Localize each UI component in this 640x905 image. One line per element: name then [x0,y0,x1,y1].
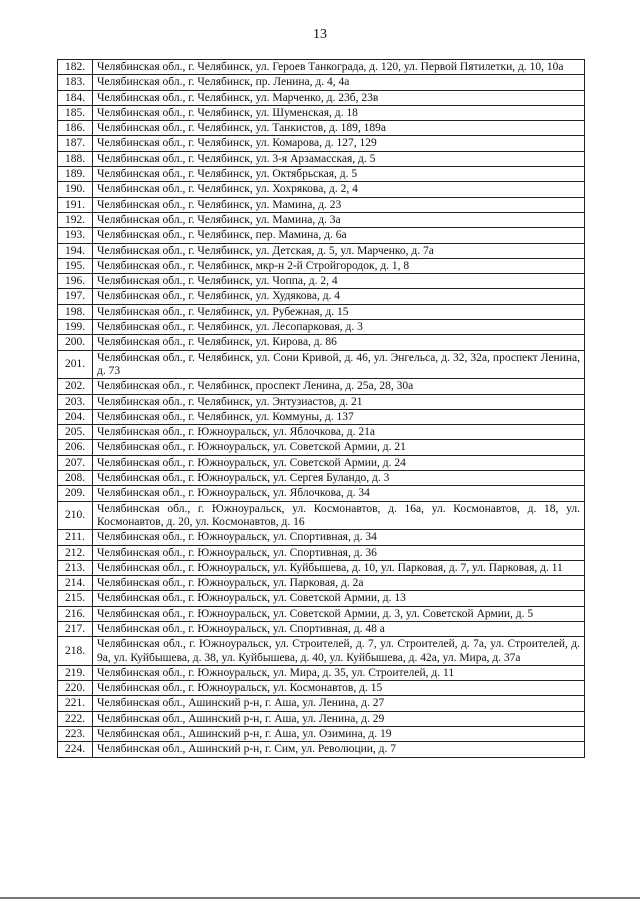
row-number: 222. [58,711,93,726]
row-number: 220. [58,681,93,696]
row-number: 187. [58,136,93,151]
row-address: Челябинская обл., г. Челябинск, проспект Ленина, д. 25а, 28, 30а [93,379,585,394]
table-row [58,75,585,90]
table-row [58,530,585,545]
table-row [58,121,585,136]
table-row [58,560,585,575]
row-address: Челябинская обл., Ашинский р-н, г. Аша, ул. Ленина, д. 27 [93,696,585,711]
row-number: 223. [58,727,93,742]
row-address: Челябинская обл., г. Челябинск, ул. Марченко, д. 23б, 23в [93,90,585,105]
row-number: 216. [58,606,93,621]
table-row [58,350,585,379]
row-address: Челябинская обл., г. Челябинск, ул. Коммуны, д. 137 [93,409,585,424]
row-address: Челябинская обл., Ашинский р-н, г. Сим, ул. Революции, д. 7 [93,742,585,757]
row-number: 210. [58,501,93,530]
table-row [58,486,585,501]
table-row [58,151,585,166]
row-address: Челябинская обл., г. Южноуральск, ул. Сергея Буландо, д. 3 [93,471,585,486]
row-address: Челябинская обл., г. Челябинск, ул. Детская, д. 5, ул. Марченко, д. 7а [93,243,585,258]
row-number: 194. [58,243,93,258]
row-number: 195. [58,258,93,273]
row-number: 200. [58,335,93,350]
row-number: 202. [58,379,93,394]
row-address: Челябинская обл., г. Южноуральск, ул. Строителей, д. 7, ул. Строителей, д. 7а, ул. Строителей, д. 9а, ул. Куйбышева, д. 38, ул. Куйбышева, д. 40, ул. Куйбышева, д. 42а, ул. Мира, д. 37а [93,637,585,666]
row-number: 209. [58,486,93,501]
table-row [58,379,585,394]
row-address: Челябинская обл., г. Южноуральск, ул. Советской Армии, д. 21 [93,440,585,455]
row-address: Челябинская обл., г. Челябинск, ул. Октябрьская, д. 5 [93,167,585,182]
row-address: Челябинская обл., г. Южноуральск, ул. Яблочкова, д. 34 [93,486,585,501]
row-number: 207. [58,455,93,470]
table-row [58,591,585,606]
row-number: 213. [58,560,93,575]
row-number: 188. [58,151,93,166]
row-number: 201. [58,350,93,379]
address-table [57,59,585,758]
table-row [58,136,585,151]
row-number: 204. [58,409,93,424]
table-row [58,182,585,197]
row-number: 205. [58,425,93,440]
row-address: Челябинская обл., г. Южноуральск, ул. Космонавтов, д. 16а, ул. Космонавтов, д. 18, ул. Космонавтов, д. 20, ул. Космонавтов, д. 16 [93,501,585,530]
table-row [58,637,585,666]
row-number: 189. [58,167,93,182]
row-address: Челябинская обл., Ашинский р-н, г. Аша, ул. Озимина, д. 19 [93,727,585,742]
row-number: 219. [58,665,93,680]
row-address: Челябинская обл., г. Челябинск, ул. Сони Кривой, д. 46, ул. Энгельса, д. 32, 32а, проспект Ленина, д. 73 [93,350,585,379]
row-address: Челябинская обл., г. Челябинск, ул. Комарова, д. 127, 129 [93,136,585,151]
row-address: Челябинская обл., Ашинский р-н, г. Аша, ул. Ленина, д. 29 [93,711,585,726]
table-row [58,274,585,289]
row-address: Челябинская обл., г. Челябинск, ул. Героев Танкограда, д. 120, ул. Первой Пятилетки, д. 10, 10а [93,60,585,75]
table-row [58,545,585,560]
table-row [58,167,585,182]
row-address: Челябинская обл., г. Челябинск, ул. Рубежная, д. 15 [93,304,585,319]
row-number: 190. [58,182,93,197]
row-number: 184. [58,90,93,105]
table-row [58,212,585,227]
table-row [58,197,585,212]
row-address: Челябинская обл., г. Челябинск, ул. Кирова, д. 86 [93,335,585,350]
row-address: Челябинская обл., г. Южноуральск, ул. Спортивная, д. 34 [93,530,585,545]
row-number: 214. [58,576,93,591]
row-number: 221. [58,696,93,711]
row-number: 197. [58,289,93,304]
row-address: Челябинская обл., г. Челябинск, ул. Мамина, д. 3а [93,212,585,227]
row-number: 182. [58,60,93,75]
row-number: 208. [58,471,93,486]
table-row [58,394,585,409]
table-row [58,621,585,636]
row-number: 203. [58,394,93,409]
row-address: Челябинская обл., г. Челябинск, ул. Танкистов, д. 189, 189а [93,121,585,136]
row-address: Челябинская обл., г. Южноуральск, ул. Советской Армии, д. 3, ул. Советской Армии, д. 5 [93,606,585,621]
table-row [58,258,585,273]
table-row [58,501,585,530]
row-address: Челябинская обл., г. Южноуральск, ул. Парковая, д. 2а [93,576,585,591]
row-number: 218. [58,637,93,666]
row-address: Челябинская обл., г. Челябинск, ул. Мамина, д. 23 [93,197,585,212]
row-address: Челябинская обл., г. Южноуральск, ул. Мира, д. 35, ул. Строителей, д. 11 [93,665,585,680]
row-number: 224. [58,742,93,757]
row-number: 212. [58,545,93,560]
table-row [58,425,585,440]
row-number: 217. [58,621,93,636]
row-address: Челябинская обл., г. Челябинск, ул. Худякова, д. 4 [93,289,585,304]
row-address: Челябинская обл., г. Челябинск, ул. Чоппа, д. 2, 4 [93,274,585,289]
table-row [58,471,585,486]
table-row [58,105,585,120]
table-row [58,742,585,757]
row-address: Челябинская обл., г. Челябинск, ул. Хохрякова, д. 2, 4 [93,182,585,197]
table-row [58,681,585,696]
row-address: Челябинская обл., г. Южноуральск, ул. Куйбышева, д. 10, ул. Парковая, д. 7, ул. Парковая, д. 11 [93,560,585,575]
table-row [58,60,585,75]
row-address: Челябинская обл., г. Южноуральск, ул. Спортивная, д. 48 а [93,621,585,636]
row-number: 183. [58,75,93,90]
row-address: Челябинская обл., г. Челябинск, ул. Лесопарковая, д. 3 [93,320,585,335]
table-row [58,243,585,258]
row-address: Челябинская обл., г. Челябинск, ул. 3-я Арзамасская, д. 5 [93,151,585,166]
row-address: Челябинская обл., г. Южноуральск, ул. Советской Армии, д. 24 [93,455,585,470]
table-row [58,711,585,726]
table-row [58,228,585,243]
row-address: Челябинская обл., г. Челябинск, ул. Шуменская, д. 18 [93,105,585,120]
table-row [58,304,585,319]
row-number: 199. [58,320,93,335]
table-row [58,727,585,742]
row-address: Челябинская обл., г. Челябинск, пр. Ленина, д. 4, 4а [93,75,585,90]
row-number: 206. [58,440,93,455]
table-row [58,455,585,470]
row-number: 186. [58,121,93,136]
address-table-body [58,60,585,758]
row-number: 193. [58,228,93,243]
row-number: 192. [58,212,93,227]
row-number: 198. [58,304,93,319]
table-row [58,576,585,591]
table-row [58,409,585,424]
row-address: Челябинская обл., г. Южноуральск, ул. Яблочкова, д. 21а [93,425,585,440]
page-number: 13 [313,27,327,42]
row-address: Челябинская обл., г. Челябинск, ул. Энтузиастов, д. 21 [93,394,585,409]
table-row [58,90,585,105]
table-row [58,696,585,711]
bottom-rule [0,897,640,899]
row-number: 211. [58,530,93,545]
row-number: 191. [58,197,93,212]
row-address: Челябинская обл., г. Южноуральск, ул. Космонавтов, д. 15 [93,681,585,696]
row-address: Челябинская обл., г. Челябинск, мкр-н 2-й Стройгородок, д. 1, 8 [93,258,585,273]
row-address: Челябинская обл., г. Южноуральск, ул. Советской Армии, д. 13 [93,591,585,606]
row-number: 185. [58,105,93,120]
table-row [58,289,585,304]
table-row [58,335,585,350]
row-address: Челябинская обл., г. Южноуральск, ул. Спортивная, д. 36 [93,545,585,560]
table-row [58,320,585,335]
table-row [58,665,585,680]
table-row [58,440,585,455]
row-number: 215. [58,591,93,606]
table-row [58,606,585,621]
row-address: Челябинская обл., г. Челябинск, пер. Мамина, д. 6а [93,228,585,243]
row-number: 196. [58,274,93,289]
